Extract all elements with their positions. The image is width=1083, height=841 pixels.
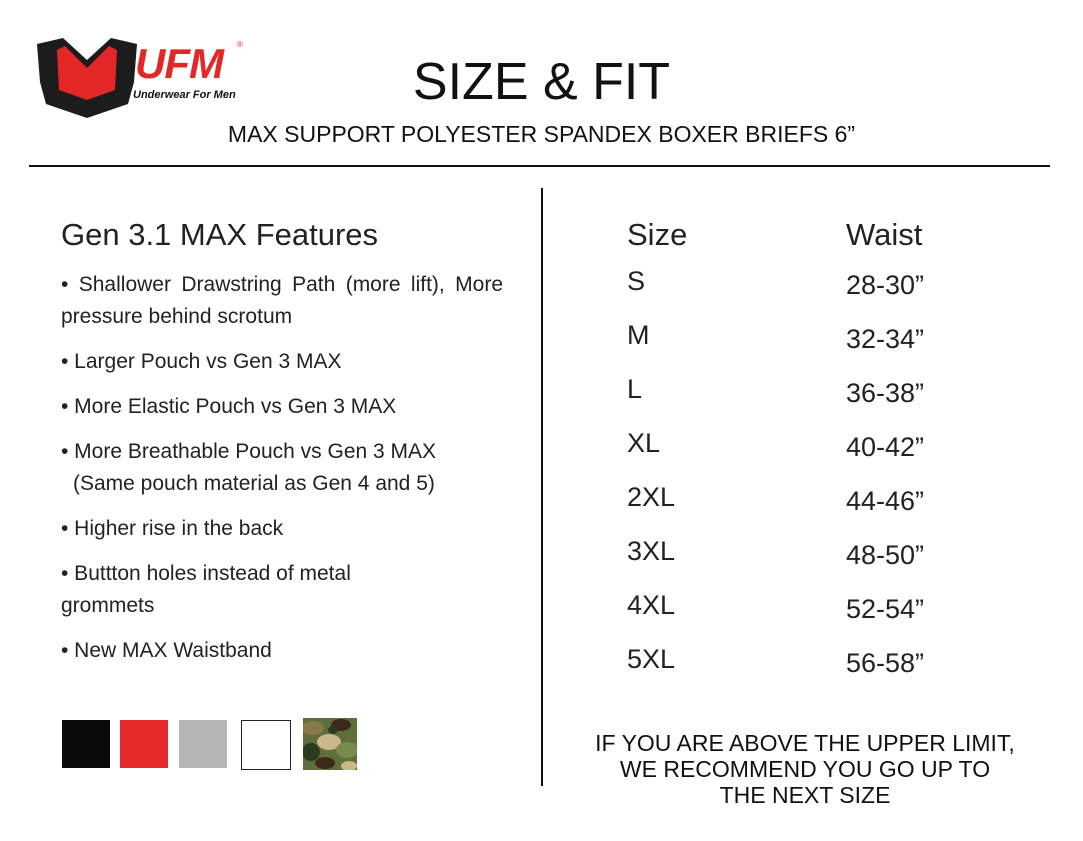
page-subtitle: MAX SUPPORT POLYESTER SPANDEX BOXER BRIEFS 6”	[227, 121, 856, 147]
feature-item: • New MAX Waistband	[61, 639, 272, 662]
size-value: 3XL	[627, 536, 676, 566]
features-heading: Gen 3.1 MAX Features	[61, 217, 379, 252]
size-value: S	[627, 266, 646, 296]
size-value: XL	[627, 428, 661, 458]
waist-value: 40-42”	[846, 432, 925, 462]
note-line: THE NEXT SIZE	[719, 782, 891, 808]
size-value: 5XL	[627, 644, 676, 674]
swatch-red[interactable]	[120, 720, 168, 768]
waist-value: 28-30”	[846, 270, 925, 300]
waist-value: 32-34”	[846, 324, 925, 354]
brand-tagline: Underwear For Men	[133, 89, 236, 101]
waist-column-header: Waist	[846, 217, 923, 252]
swatch-white[interactable]	[241, 720, 291, 770]
feature-item: • Larger Pouch vs Gen 3 MAX	[61, 350, 342, 373]
registered-mark: ®	[237, 40, 243, 49]
feature-item: • More Elastic Pouch vs Gen 3 MAX	[61, 395, 397, 418]
size-value: L	[627, 374, 643, 404]
size-value: M	[627, 320, 650, 350]
swatch-black[interactable]	[62, 720, 110, 768]
feature-item: • Shallower Drawstring Path (more lift), More pressure behind scrotum	[61, 273, 503, 328]
waist-value: 52-54”	[846, 594, 925, 624]
size-column-header: Size	[627, 217, 688, 252]
header-divider	[29, 165, 1050, 167]
feature-item: • Higher rise in the back	[61, 517, 284, 540]
waist-value: 56-58”	[846, 648, 925, 678]
note-line: IF YOU ARE ABOVE THE UPPER LIMIT,	[595, 730, 1015, 756]
waist-value: 36-38”	[846, 378, 925, 408]
waist-value: 48-50”	[846, 540, 925, 570]
waist-value: 44-46”	[846, 486, 925, 516]
size-value: 2XL	[627, 482, 676, 512]
swatch-grey[interactable]	[179, 720, 227, 768]
size-recommendation-note	[560, 730, 1050, 808]
swatch-camo[interactable]	[303, 718, 357, 770]
page-title	[0, 52, 1083, 112]
page-title-text: SIZE & FIT	[412, 53, 671, 111]
brand-name: UFM	[135, 40, 223, 87]
note-line: WE RECOMMEND YOU GO UP TO	[619, 756, 991, 782]
column-divider	[541, 188, 543, 786]
feature-item: • More Breathable Pouch vs Gen 3 MAX	[61, 440, 437, 463]
size-value: 4XL	[627, 590, 676, 620]
feature-item: • Buttton holes instead of metal grommets	[61, 562, 351, 617]
feature-item-note: (Same pouch material as Gen 4 and 5)	[73, 472, 435, 495]
